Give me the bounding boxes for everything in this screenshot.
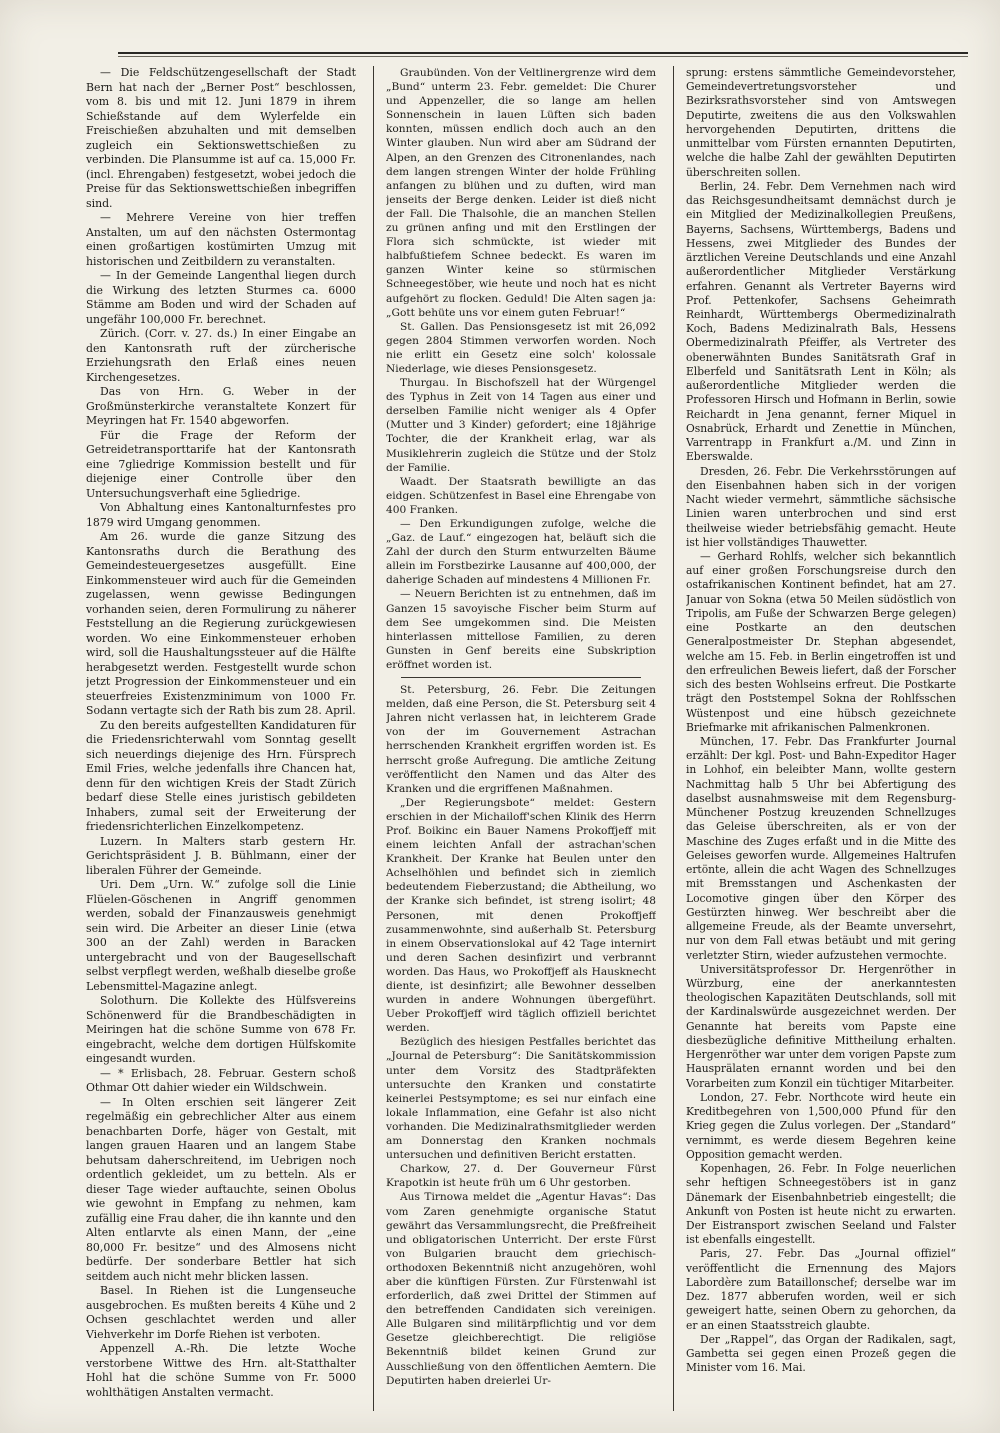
article-paragraph: sprung: erstens sämmtliche Gemeindevorsteher, Gemeindevertretungsvorsteher und Bezirksrathsvorsteher sind von Amtswegen Deputirte, zweitens die aus den Volkswahlen hervorgehenden Deputirten, drittens die unmittelbar vom Fürsten ernannten Deputirten, welche die halbe Zahl der gewählten Deputirten überschreiten sollen.: [686, 66, 956, 179]
article-paragraph: — Den Erkundigungen zufolge, welche die „Gaz. de Lauf.“ eingezogen hat, beläuft sich die Zahl der durch den Sturm entwurzelten Bäume allein im Forstbezirke Lausanne auf 400,000, der daherige Schaden auf mindestens 4 Millionen Fr.: [386, 518, 656, 587]
column-divider: [673, 66, 674, 1411]
column-1: [86, 66, 356, 1411]
article-paragraph: — Neuern Berichten ist zu entnehmen, daß im Ganzen 15 savoyische Fischer beim Sturm auf dem See umgekommen sind. Die Meisten hinterlassen mittellose Familien, zu deren Gunsten in Genf bereits eine Subskription eröffnet worden ist.: [386, 588, 656, 671]
article-paragraph: Solothurn. Die Kollekte des Hülfsvereins Schönenwerd für die Brandbeschädigten in Meiringen hat die schöne Summe von 678 Fr. eingebracht, welche dem dortigen Hülfskomite eingesandt wurden.: [86, 994, 356, 1065]
article-paragraph: Paris, 27. Febr. Das „Journal offiziel“ veröffentlicht die Ernennung des Majors Labordère zum Bataillonschef; derselbe war im Dez. 1877 abberufen worden, weil er sich geweigert hatte, seinen Obern zu gehorchen, da er an einen Staatsstreich glaubte.: [686, 1247, 956, 1332]
article-paragraph: — Die Feldschützengesellschaft der Stadt Bern hat nach der „Berner Post“ beschlossen, vom 8. bis und mit 12. Juni 1879 in ihrem Schießstande auf dem Wylerfelde ein Freischießen abzuhalten und mit demselben zugleich ein Sektionswettschießen zu verbinden. Die Plansumme ist auf ca. 15,000 Fr. (incl. Ehrengaben) festgesetzt, wobei jedoch die Preise für das Sektionswettschießen inbegriffen sind.: [86, 66, 356, 210]
article-paragraph: Von Abhaltung eines Kantonalturnfestes pro 1879 wird Umgang genommen.: [86, 501, 356, 529]
article-paragraph: Bezüglich des hiesigen Pestfalles berichtet das „Journal de Petersburg“: Die Sanitätskommission unter dem Vorsitz des Stadtpräfekten untersuchte den Kranken und constatirte keinerlei Pestsymptome; es sei nur einfach eine lokale Inflammation, eine Gefahr ist also nicht vorhanden. Die Medizinalrathsmitglieder werden am Donnerstag den Kranken nochmals untersuchen und definitiven Bericht erstatten.: [386, 1036, 656, 1162]
article-paragraph: Aus Tirnowa meldet die „Agentur Havas“: Das vom Zaren genehmigte organische Statut gewährt das Versammlungsrecht, die Preßfreiheit und obligatorischen Unterricht. Der erste Fürst von Bulgarien braucht dem griechisch-orthodoxen Bekenntniß nicht anzugehören, wohl aber die künftigen Fürsten. Zur Fürstenwahl ist erforderlich, daß zwei Drittel der Stimmen auf den betreffenden Candidaten sich vereinigen. Alle Bulgaren sind militärpflichtig und vor dem Gesetze gleichberechtigt. Die religiöse Bekenntniß bildet keinen Grund zur Ausschließung von den öffentlichen Aemtern. Die Deputirten haben dreierlei Ur-: [386, 1191, 656, 1387]
article-paragraph: Charkow, 27. d. Der Gouverneur Fürst Krapotkin ist heute früh um 6 Uhr gestorben.: [386, 1163, 656, 1190]
article-paragraph: — Gerhard Rohlfs, welcher sich bekanntlich auf einer großen Forschungsreise durch den ostafrikanischen Kontinent befindet, hat am 27. Januar von Sokna (etwa 50 Meilen südöstlich von Tripolis, am Fuße der Schwarzen Berge gelegen) eine Postkarte an den deutschen Generalpostmeister Dr. Stephan abgesendet, welche am 15. Feb. in Berlin eingetroffen ist und den erfreulichen Beweis liefert, daß der Forscher sich des besten Wohlseins erfreut. Die Postkarte trägt den Poststempel Sokna der Rohlfsschen Wüstenpost und eine hübsch gezeichnete Briefmarke mit afrikanischen Palmenkronen.: [686, 549, 956, 734]
article-paragraph: Am 26. wurde die ganze Sitzung des Kantonsraths durch die Berathung des Gemeindesteuergesetzes ausgefüllt. Eine Einkommensteuer wird auch für die Gemeinden zugelassen, wenn gewisse Bedingungen vorhanden seien, deren Formulirung zu näherer Feststellung an die Regierung zurückgewiesen worden. Wo eine Einkommensteuer erhoben wird, soll die Haushaltungssteuer auf die Hälfte herabgesetzt werden. Festgestellt wurde schon jetzt Progression der Einkommensteuer und ein steuerfreies Existenzminimum von 1000 Fr. Sodann vertagte sich der Rath bis zum 28. April.: [86, 530, 356, 717]
article-paragraph: Graubünden. Von der Veltlinergrenze wird dem „Bund“ unterm 23. Febr. gemeldet: Die Churer und Appenzeller, die so lange am hellen Sonnenschein in lauen Lüften sich baden konnten, müssen endlich doch auch an den Winter glauben. Nun wird aber am Südrand der Alpen, an den Grenzen des Citronenlandes, nach dem langen strengen Winter der holde Frühling anfangen zu blühen und zu duften, wird man jenseits der Berge denken. Leider ist dieß nicht der Fall. Die Thalsohle, die an manchen Stellen zu grünen anfing und mit den Erstlingen der Flora sich schmückte, ist wieder mit halbfußtiefem Schnee bedeckt. Es waren im ganzen Winter keine so stürmischen Schneegestöber, wie heute und noch hat es nicht aufgehört zu flocken. Geduld! Die Alten sagen ja: „Gott behüte uns vor einem guten Februar!“: [386, 67, 656, 319]
column-2: [386, 66, 656, 1411]
article-paragraph: Uri. Dem „Urn. W.“ zufolge soll die Linie Flüelen-Göschenen in Angriff genommen werden, sobald der Finanzausweis genehmigt sein wird. Die Arbeiter an dieser Linie (etwa 300 an der Zahl) werden in Baracken untergebracht und von der Baugesellschaft selbst verpflegt werden, weßhalb dieselbe große Lebensmittel-Magazine anlegt.: [86, 878, 356, 993]
article-paragraph: „Der Regierungsbote“ meldet: Gestern erschien in der Michailoff'schen Klinik des Herrn Prof. Boikinc ein Bauer Namens Prokoffjeff mit einem leichten Anfall der astrachan'schen Krankheit. Der Kranke hat Beulen unter den Achselhöhlen und befindet sich in ziemlich bedeutendem Fieberzustand; die Abtheilung, wo der Kranke sich befindet, ist streng isolirt; 48 Personen, mit denen Prokoffjeff zusammenwohnte, sind außerhalb St. Petersburg in einem Observationslokal auf 42 Tage internirt und deren Sachen desinfizirt und verbrannt worden. Das Haus, wo Prokoffjeff als Hausknecht diente, ist desinfizirt; alle Bewohner desselben wurden in andere Wohnungen übergeführt. Ueber Prokoffjeff wird täglich offiziell berichtet werden.: [386, 796, 656, 1035]
article-paragraph: — In Olten erschien seit längerer Zeit regelmäßig ein gebrechlicher Alter aus einem benachbarten Dorfe, häger von Gestalt, mit langen grauen Haaren und an langem Stabe behutsam daherschreitend, im Uebrigen noch ordentlich gekleidet, um zu betteln. Als er dieser Tage wieder auftauchte, seinen Obolus wie gewohnt in Empfang zu nehmen, kam zufällig eine Frau daher, die ihn kannte und den Alten entlarvte als einen Mann, der „eine 80,000 Fr. besitze“ und des Almosens nicht bedürfe. Der sonderbare Bettler hat sich seitdem auch nicht mehr blicken lassen.: [86, 1095, 356, 1283]
section-separator: [401, 677, 641, 678]
article-paragraph: Waadt. Der Staatsrath bewilligte an das eidgen. Schützenfest in Basel eine Ehrengabe von 400 Franken.: [386, 475, 656, 516]
header-rule: [118, 52, 968, 54]
article-paragraph: Thurgau. In Bischofszell hat der Würgengel des Typhus in Zeit von 14 Tagen aus einer und derselben Familie nicht weniger als 4 Opfer (Mutter und 3 Kinder) gefordert; eine 18jährige Tochter, die der Krankheit erlag, war als Musiklehrerin zugleich die Stütze und der Stolz der Familie.: [386, 377, 656, 474]
column-3: [686, 66, 956, 1411]
article-paragraph: St. Petersburg, 26. Febr. Die Zeitungen melden, daß eine Person, die St. Petersburg seit 4 Jahren nicht verlassen hat, in leichterem Grade von der im Gouvernement Astrachan herrschenden Krankheit ergriffen worden ist. Es herrscht große Aufregung. Die amtliche Zeitung veröffentlicht den Namen und das Alter des Kranken und die ergriffenen Maßnahmen.: [386, 684, 656, 795]
article-paragraph: Zu den bereits aufgestellten Kandidaturen für die Friedensrichterwahl vom Sonntag gesellt sich neuerdings diejenige des Hrn. Fürsprech Emil Fries, welche jedenfalls ihre Chancen hat, denn für den wichtigen Kreis der Stadt Zürich bedarf diese Stelle eines juristisch gebildeten Inhabers, zumal seit der Erweiterung der friedensrichterlichen Einzelkompetenz.: [86, 718, 356, 833]
article-paragraph: — * Erlisbach, 28. Februar. Gestern schoß Othmar Ott dahier wieder ein Wildschwein.: [86, 1066, 356, 1094]
article-paragraph: London, 27. Febr. Northcote wird heute ein Kreditbegehren von 1,500,000 Pfund für den Krieg gegen die Zulus vorlegen. Der „Standard“ vernimmt, es werde diesem Begehren keine Opposition gemacht werden.: [686, 1090, 956, 1161]
article-paragraph: Basel. In Riehen ist die Lungenseuche ausgebrochen. Es mußten bereits 4 Kühe und 2 Ochsen geschlachtet werden und aller Viehverkehr im Dorfe Riehen ist verboten.: [86, 1284, 356, 1341]
article-paragraph: Luzern. In Malters starb gestern Hr. Gerichtspräsident J. B. Bühlmann, einer der liberalen Führer der Gemeinde.: [86, 834, 356, 877]
article-paragraph: Für die Frage der Reform der Getreidetransporttarife hat der Kantonsrath eine 7gliedrige Kommission bestellt und für diejenige einer Controlle über den Untersuchungsverhaft eine 5gliedrige.: [86, 428, 356, 500]
article-paragraph: — Mehrere Vereine von hier treffen Anstalten, um auf den nächsten Ostermontag einen großartigen kostümirten Umzug mit historischen und Zeitbildern zu veranstalten.: [86, 211, 356, 268]
article-paragraph: Universitätsprofessor Dr. Hergenröther in Würzburg, eine der anerkanntesten theologischen Kapazitäten Deutschlands, soll mit der Kardinalswürde ausgezeichnet werden. Der Genannte hat bereits vom Papste eine diesbezügliche definitive Mittheilung erhalten. Hergenröther war unter dem vorigen Papste zum Hausprälaten ernannt worden und bei den Vorarbeiten zum Konzil ein tüchtiger Mitarbeiter.: [686, 962, 956, 1090]
column-divider: [373, 66, 374, 1411]
article-paragraph: Zürich. (Corr. v. 27. ds.) In einer Eingabe an den Kantonsrath ruft der zürcherische Erziehungsrath den Erlaß eines neuen Kirchengesetzes.: [86, 327, 356, 384]
article-paragraph: Der „Rappel“, das Organ der Radikalen, sagt, Gambetta sei gegen einen Prozeß gegen die Minister vom 16. Mai.: [686, 1332, 956, 1375]
article-paragraph: Appenzell A.-Rh. Die letzte Woche verstorbene Wittwe des Hrn. alt-Statthalter Hohl hat die schöne Summe von Fr. 5000 wohlthätigen Anstalten vermacht.: [86, 1342, 356, 1399]
article-paragraph: Das von Hrn. G. Weber in der Großmünsterkirche veranstaltete Konzert für Meyringen hat Fr. 1540 abgeworfen.: [86, 385, 356, 427]
article-paragraph: München, 17. Febr. Das Frankfurter Journal erzählt: Der kgl. Post- und Bahn-Expeditor Hager in Lohhof, ein beleibter Mann, wollte gestern Nachmittag halb 5 Uhr bei Abfertigung des daselbst ausnahmsweise mit dem Regensburg-Münchener Postzug kreuzenden Schnellzuges das Geleise überschreiten, als er von der Maschine des Zuges erfaßt und in die Mitte des Geleises geworfen wurde. Allgemeines Haltrufen ertönte, allein die acht Wagen des Schnellzuges mit Bremsstangen und Aschenkasten der Locomotive gingen über den Körper des Gestürzten hinweg. Wer beschreibt aber die allgemeine Freude, als der Beamte unversehrt, nur von dem Fall etwas betäubt und mit gering verletzter Stirn, wieder aufzustehen vermochte.: [686, 735, 956, 962]
article-paragraph: Kopenhagen, 26. Febr. In Folge neuerlichen sehr heftigen Schneegestöbers ist in ganz Dänemark der Eisenbahnbetrieb eingestellt; die Ankunft von Posten ist heute nicht zu erwarten. Der Eistransport zwischen Seeland und Falster ist ebenfalls eingestellt.: [686, 1162, 956, 1247]
article-paragraph: — In der Gemeinde Langenthal liegen durch die Wirkung des letzten Sturmes ca. 6000 Stämme am Boden und wird der Schaden auf ungefähr 100,000 Fr. berechnet.: [86, 269, 356, 326]
article-paragraph: Berlin, 24. Febr. Dem Vernehmen nach wird das Reichsgesundheitsamt demnächst durch je ein Mitglied der Medizinalkollegien Preußens, Bayerns, Sachsens, Württembergs, Badens und Hessens, zwei Mitglieder des Bundes der ärztlichen Vereine Deutschlands und eine Anzahl außerordentlicher Mitglieder Verstärkung erfahren. Genannt als Vertreter Bayerns wird Prof. Pettenkofer, Sachsens Geheimrath Reinhardt, Württembergs Obermedizinalrath Koch, Badens Medizinalrath Bals, Hessens Obermedizinalrath Pfeiffer, als Vertreter des obenerwähnten Bundes Sanitätsrath Graf in Elberfeld und Sanitätsrath Lent in Köln; als außerordentliche Mitglieder werden die Professoren Hirsch und Hofmann in Berlin, sowie Reichardt in Jena genannt, ferner Miquel in Osnabrück, Erhardt und Zenettie in München, Varrentrapp in Frankfurt a./M. und Zinn in Eberswalde.: [686, 179, 956, 464]
article-paragraph: St. Gallen. Das Pensionsgesetz ist mit 26,092 gegen 2804 Stimmen verworfen worden. Noch nie erlitt ein Gesetz eine solch' kolossale Niederlage, wie dieses Pensionsgesetz.: [386, 320, 656, 375]
article-paragraph: Dresden, 26. Febr. Die Verkehrsstörungen auf den Eisenbahnen haben sich in der vorigen Nacht wieder vermehrt, sämmtliche sächsische Linien waren unterbrochen und sind erst theilweise wieder betriebsfähig gemacht. Heute ist hier vollständiges Thauwetter.: [686, 464, 956, 549]
